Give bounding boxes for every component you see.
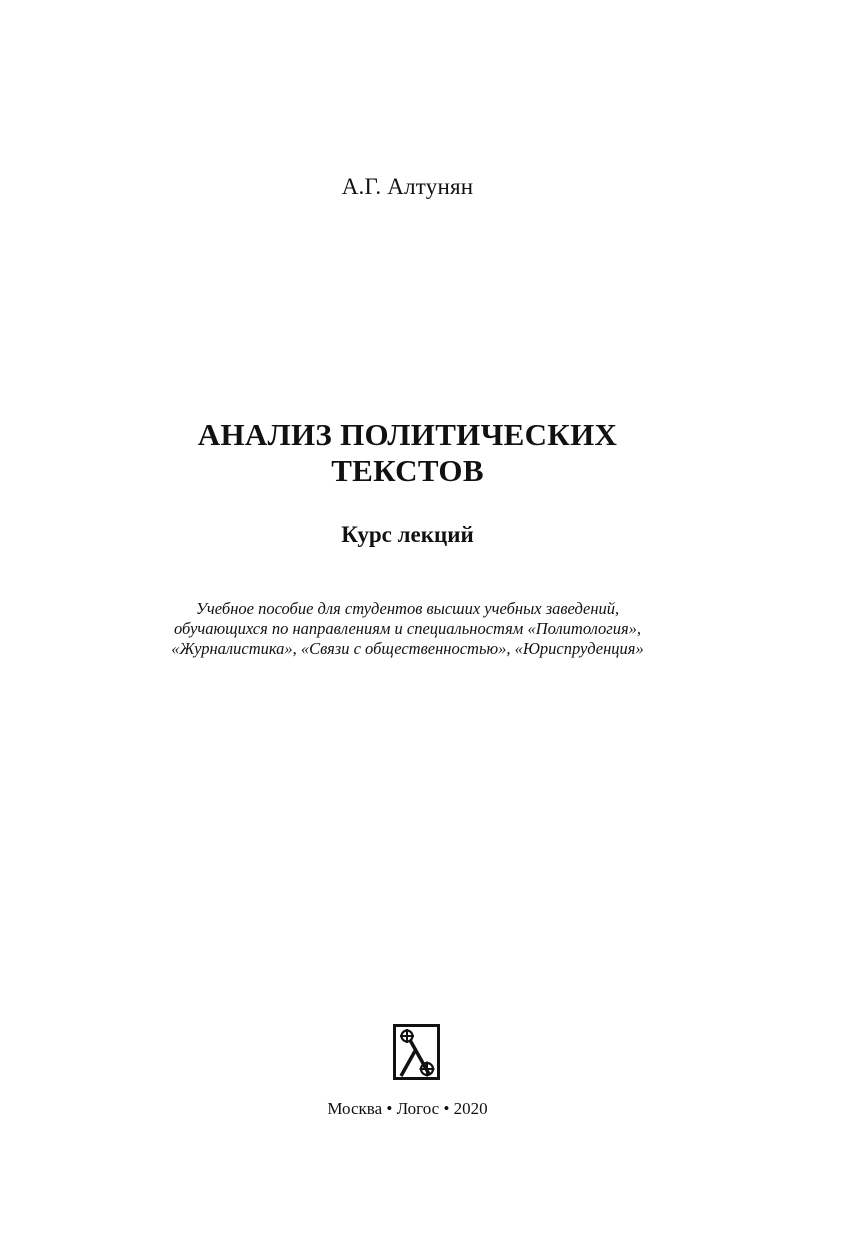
book-description bbox=[0, 599, 815, 659]
book-title bbox=[0, 417, 815, 489]
description-line-1: Учебное пособие для студентов высших учебных заведений, bbox=[195, 599, 620, 618]
book-title-line-1: АНАЛИЗ ПОЛИТИЧЕСКИХ bbox=[197, 417, 618, 452]
description-line-3: «Журналистика», «Связи с общественностью», «Юриспруденция» bbox=[171, 639, 644, 658]
logos-publisher-logo-icon bbox=[393, 1024, 440, 1080]
description-line-2: обучающихся по направлениям и специальностям «Политология», bbox=[173, 619, 642, 638]
book-title-line-2: ТЕКСТОВ bbox=[331, 453, 484, 488]
publisher-imprint: Москва • Логос • 2020 bbox=[327, 1099, 488, 1118]
author-name: А.Г. Алтунян bbox=[341, 174, 474, 199]
book-subtitle: Курс лекций bbox=[341, 522, 474, 547]
